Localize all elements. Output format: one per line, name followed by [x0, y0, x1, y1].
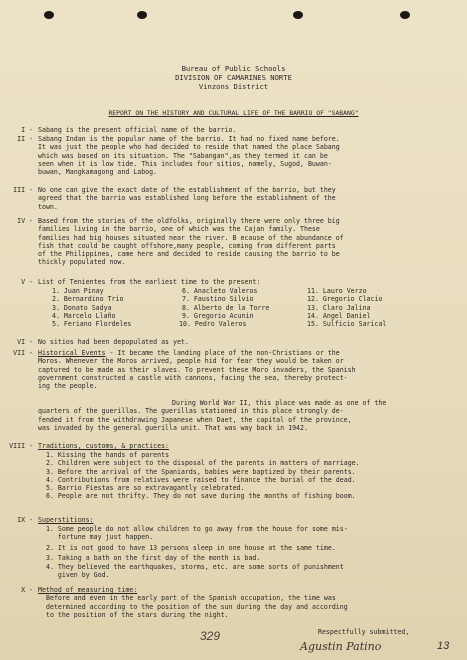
section-number: I -: [21, 126, 33, 134]
section-ii-line: which was based on its situation. The "Sabangan",as they termed it can be: [38, 151, 328, 160]
section-vii-para2: quarters of the guerillas. The guerillas stationed in this place strongly de-: [38, 407, 344, 416]
section-ii-line: It was just the people who had decided to reside that named the place Sabang: [38, 143, 340, 152]
teniente-item: 8. Alberto de la Torre: [182, 303, 270, 312]
section-x-line: Before and even in the early part of the Spanish occupation, the time was: [46, 594, 336, 603]
punch-hole: [293, 11, 303, 19]
section-vii-para2: was invaded by the general guerilla unit. That was way back in 1942.: [38, 423, 308, 432]
section-x-line: determined according to the position of the sun during the day and according: [46, 602, 348, 611]
section-vii-line: ing the people.: [38, 382, 98, 390]
punch-hole: [400, 11, 410, 19]
corner-mark: 13: [437, 640, 450, 652]
teniente-item: 3. Donato Sadya: [52, 303, 112, 312]
section-iv-line: fish that could be caught offshore,many people, coming from different parts: [38, 241, 336, 250]
section-iv-line: thickly populated now.: [38, 258, 126, 267]
superstition-item: 4. They believed the earthquakes, storms, etc. are some sorts of punishment: [46, 563, 344, 571]
section-iv-line: families living in the barrio, one of which was the Cajan family. These: [38, 225, 320, 234]
section-vii-line: - It became the landing place of the non-Christians or the: [105, 349, 340, 357]
header-division: DIVISION OF CAMARINES NORTE: [175, 73, 292, 82]
section-iii-line: town.: [38, 202, 58, 211]
section-i-text: Sabang is the present official name of the barrio.: [38, 126, 237, 134]
teniente-item: 1. Juan Pinay: [52, 287, 104, 295]
tradition-item: 1. Kissing the hands of parents: [46, 451, 170, 459]
superstition-item: 2. It is not good to have 13 persons sleep in one house at the same time.: [46, 543, 336, 552]
teniente-item: 5. Feriano Flordeles: [52, 320, 132, 328]
superstition-item: fortune may just happen.: [46, 533, 154, 542]
tradition-item: 3. Before the arrival of the Spaniards, babies were baptized by their parents.: [46, 467, 356, 476]
teniente-item: 9. Gregorio Acunin: [182, 311, 254, 320]
closing-text: Respectfully submitted,: [318, 628, 410, 636]
section-iii-line: agreed that the barrio was established long before the establishment of the: [38, 194, 336, 203]
section-number: III -: [13, 186, 33, 194]
header-bureau: Bureau of Public Schools: [181, 64, 286, 73]
section-iv-line: of the Philippines, came here and decided to reside causing the barrio to be: [38, 250, 340, 258]
report-title: REPORT ON THE HISTORY AND CULTURAL LIFE OF THE BARRIO OF "SABANG": [108, 109, 359, 117]
section-vii-line: captured to be made as their slaves. To prevent these Moro invaders, the Spanish: [38, 365, 356, 374]
section-vii-line: government constructed a castle with cannons, facing the sea, thereby protect-: [38, 373, 348, 382]
section-number: VIII -: [9, 442, 33, 450]
teniente-item: 7. Faustino Silvio: [182, 295, 254, 304]
superstition-item: 3. Taking a bath on the first day of the month is bad.: [46, 553, 261, 562]
section-vii-heading: Historical Events: [38, 349, 106, 357]
teniente-item: 13. Claro Jalina: [307, 303, 371, 312]
superstition-item: given by God.: [46, 571, 110, 580]
section-iv-line: Based from the stories of the oldfolks, originally there were only three big: [38, 217, 340, 225]
section-number: II -: [17, 135, 33, 143]
teniente-item: 6. Anacleto Valeros: [182, 287, 258, 295]
signature: Agustin Patino: [300, 640, 382, 653]
tradition-item: 5. Barrio Fiestas are so extravagantly celebrated.: [46, 484, 245, 492]
section-number: VI -: [17, 338, 33, 346]
section-x-line: to the position of the stars during the night.: [46, 610, 229, 619]
superstition-item: 1. Some people do not allow children to go away from the house for some mis-: [46, 525, 348, 533]
section-viii-heading: Traditions, customs, & practices:: [38, 442, 170, 450]
section-vii-line: Moros. Whenever the Moros arrived, people hid for fear they would be taken or: [38, 357, 344, 366]
section-number: VII -: [13, 349, 33, 357]
teniente-item: 11. Lauro Verzo: [307, 287, 367, 295]
punch-hole: [137, 11, 147, 19]
section-number: X -: [21, 586, 33, 594]
teniente-item: 4. Marcelo Llaño: [52, 311, 116, 320]
section-ii-line: seen when it is low tide. This includes four sitios, namely, Sugod, Buwan-: [38, 159, 332, 168]
section-ii-line: Sabang Indan is the popular name of the barrio. It had no fixed name before.: [38, 135, 340, 143]
section-number: IX -: [17, 516, 33, 524]
section-ii-line: buwan, Mangkamagong and Labog.: [38, 168, 158, 176]
teniente-item: 12. Gregorio Clacio: [307, 295, 383, 304]
section-iv-line: families had big houses situated near the river. B ecause of the abundance of: [38, 233, 344, 242]
teniente-item: 15. Sulficio Sarical: [307, 320, 387, 328]
header-district: Vinzons District: [198, 82, 269, 91]
section-vi-text: No sitios had been depopulated as yet.: [38, 338, 189, 346]
section-vii-first-line: [38, 349, 340, 357]
punch-hole: [44, 11, 54, 19]
section-ix-heading: Superstitions:: [38, 516, 94, 524]
section-x-heading: Method of measuring time:: [38, 586, 138, 594]
section-iii-line: No one can give the exact date of the establishment of the barrio, but they: [38, 186, 336, 194]
section-vii-para2: fended it from the withdrawing Japanese when Daet, the capital of the province,: [38, 415, 352, 424]
tradition-item: 4. Contributions from relatives were raised to finance the burial of the dead.: [46, 475, 356, 484]
tradition-item: 2. Children were subject to the disposal of the parents in matters of marriage.: [46, 459, 360, 468]
teniente-item: 14. Angel Daniel: [307, 311, 371, 320]
section-vii-para2: During World War II, this place was made as one of the: [172, 399, 387, 407]
section-number: V -: [21, 278, 33, 286]
teniente-item: 10. Pedro Valeros: [179, 320, 247, 328]
tradition-item: 6. People are not thrifty. They do not save during the months of fishing boom.: [46, 492, 356, 501]
section-v-intro: List of Tenientes from the earliest time to the present:: [38, 278, 261, 286]
teniente-item: 2. Bernardino Trio: [52, 295, 124, 304]
section-number: IV -: [17, 217, 33, 225]
handwritten-page-number: 329: [200, 629, 221, 643]
